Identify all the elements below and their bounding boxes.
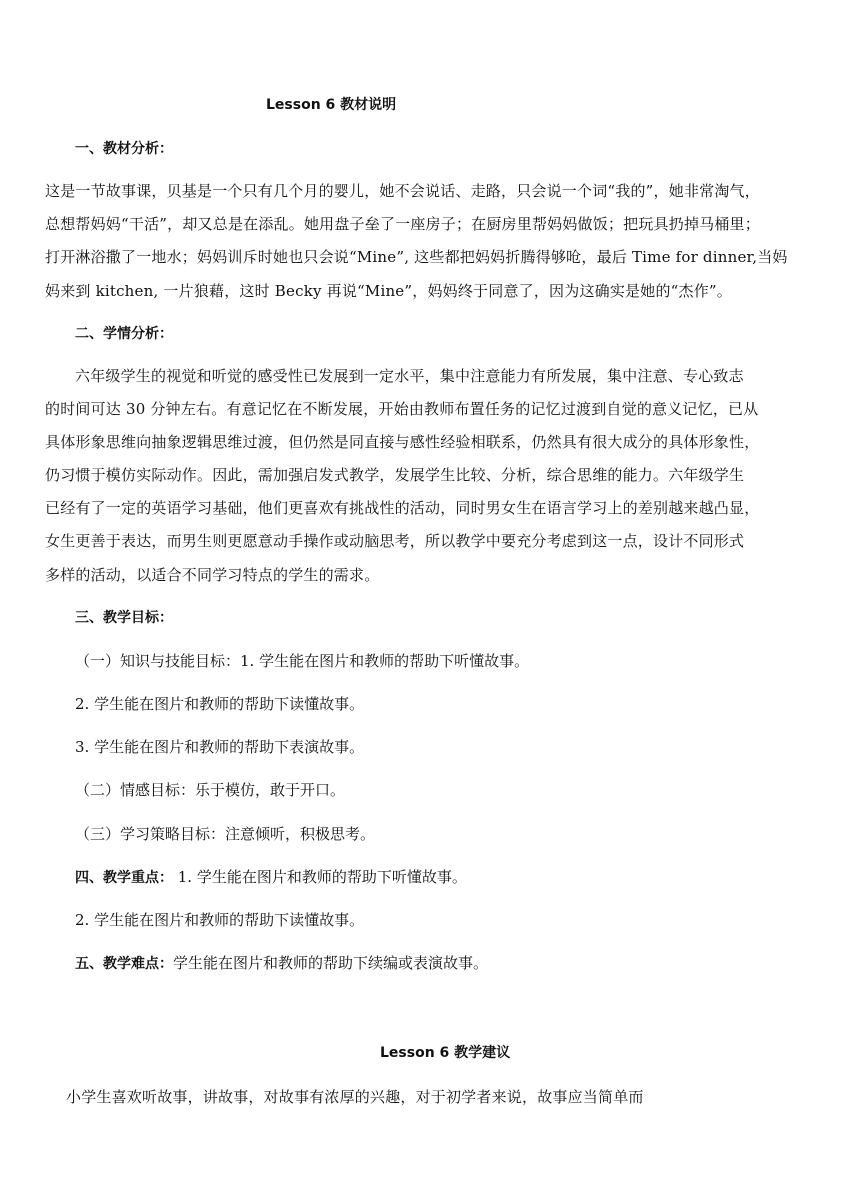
paragraph-line: 具体形象思维向抽象逻辑思维过渡，但仍然是同直接与感性经验相联系，仍然具有很大成分的具体形象性， xyxy=(45,433,760,451)
paragraph-line: 仍习惯于模仿实际动作。因此，需加强启发式教学，发展学生比较、分析，综合思维的能力。六年级学生 xyxy=(45,466,745,484)
difficulty-text: 学生能在图片和教师的帮助下续编或表演故事。 xyxy=(173,954,489,972)
section-heading-textbook-analysis: 一、教材分析： xyxy=(75,141,173,157)
section-heading-student-analysis: 二、学情分析： xyxy=(75,326,173,342)
key-point-item: 2. 学生能在图片和教师的帮助下读懂故事。 xyxy=(75,911,365,929)
paragraph-line: 妈来到 kitchen, 一片狼藉，这时 Becky 再说“Mine”，妈妈终于同意了，因为这确实是她的“杰作”。 xyxy=(45,282,732,300)
paragraph-line: 打开淋浴撒了一地水；妈妈训斥时她也只会说“Mine”, 这些都把妈妈折腾得够呛，最后 Time for dinner,当妈 xyxy=(45,248,788,266)
paragraph-line: 女生更善于表达，而男生则更愿意动手操作或动脑思考，所以教学中要充分考虑到这一点，设计不同形式 xyxy=(45,532,745,550)
difficulties-row xyxy=(75,953,488,974)
paragraph-line: 六年级学生的视觉和听觉的感受性已发展到一定水平，集中注意能力有所发展，集中注意、专心致志 xyxy=(75,367,744,385)
objective-item: （三）学习策略目标：注意倾听，积极思考。 xyxy=(75,825,376,843)
key-points-row xyxy=(75,867,467,888)
paragraph-line: 小学生喜欢听故事，讲故事，对故事有浓厚的兴趣，对于初学者来说，故事应当简单而 xyxy=(66,1088,644,1106)
paragraph-line: 的时间可达 30 分钟左右。有意记忆在不断发展，开始由教师布置任务的记忆过渡到自觉的意义记忆，已从 xyxy=(45,400,759,418)
lesson-title-materials: Lesson 6 教材说明 xyxy=(266,97,397,113)
section-heading-teaching-objectives: 三、教学目标： xyxy=(75,610,173,626)
objective-item: 3. 学生能在图片和教师的帮助下表演故事。 xyxy=(75,738,365,756)
key-point-item: 1. 学生能在图片和教师的帮助下听懂故事。 xyxy=(173,868,467,886)
section-heading-key-points: 四、教学重点： xyxy=(75,870,173,886)
objective-item: 2. 学生能在图片和教师的帮助下读懂故事。 xyxy=(75,695,365,713)
objective-item: （一）知识与技能目标：1. 学生能在图片和教师的帮助下听懂故事。 xyxy=(75,652,530,670)
objective-item: （二）情感目标：乐于模仿，敢于开口。 xyxy=(75,781,346,799)
paragraph-line: 多样的活动，以适合不同学习特点的学生的需求。 xyxy=(45,566,380,584)
paragraph-line: 这是一节故事课，贝基是一个只有几个月的婴儿，她不会说话、走路，只会说一个词“我的”，她非常淘气， xyxy=(45,182,760,200)
section-heading-difficulties: 五、教学难点： xyxy=(75,956,173,972)
lesson-title-suggestions: Lesson 6 教学建议 xyxy=(380,1045,511,1061)
paragraph-line: 已经有了一定的英语学习基础，他们更喜欢有挑战性的活动，同时男女生在语言学习上的差别越来越凸显， xyxy=(45,499,760,517)
paragraph-line: 总想帮妈妈“干活”，却又总是在添乱。她用盘子垒了一座房子；在厨房里帮妈妈做饭；把玩具扔掉马桶里； xyxy=(45,215,760,233)
